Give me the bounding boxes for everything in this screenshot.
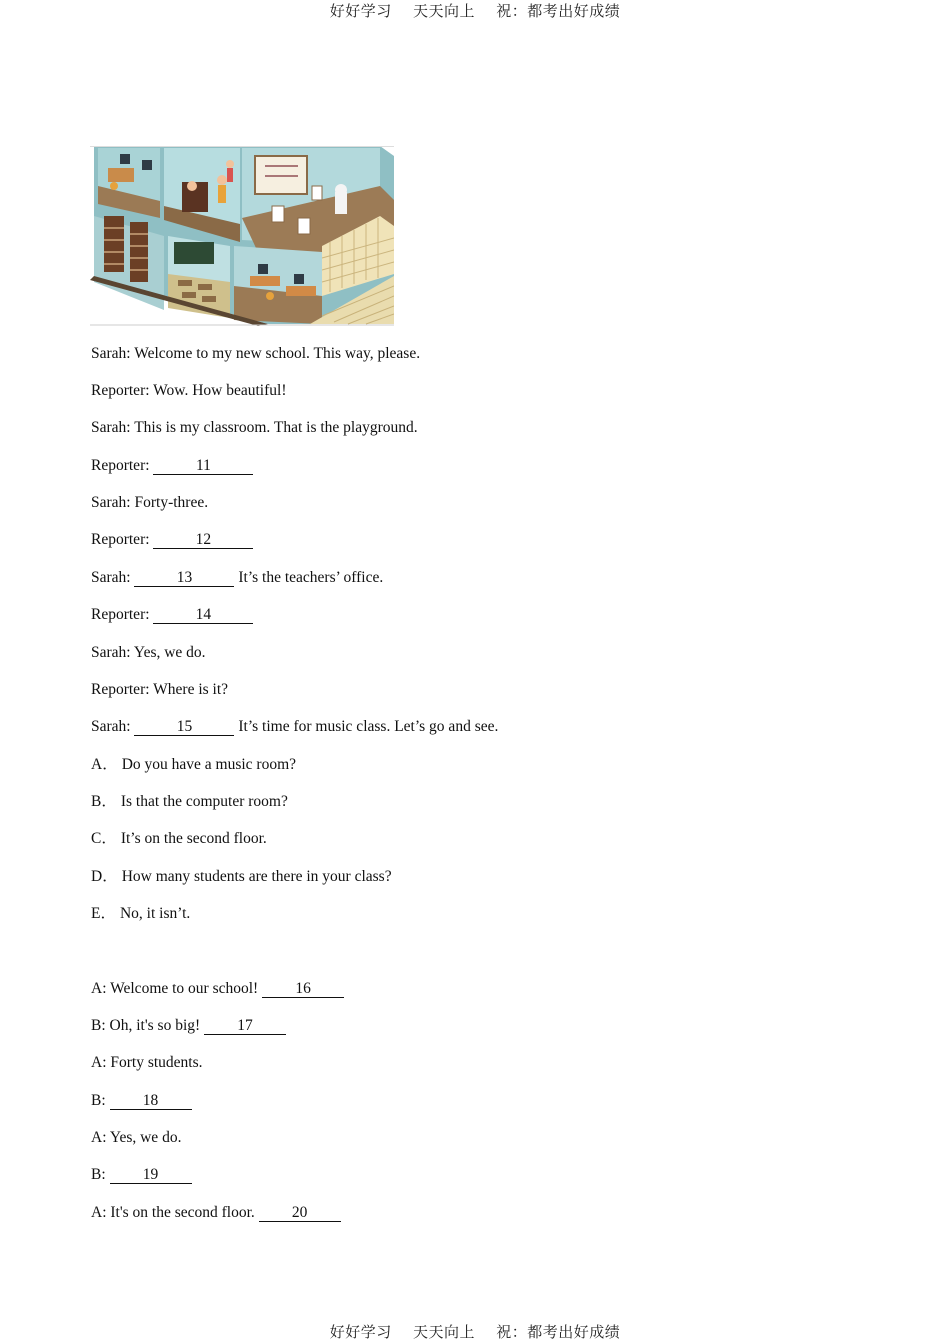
line-text: It's on the second floor. [110,1204,255,1221]
dialogue-line [91,1128,181,1148]
answer-blank[interactable]: 20 [259,1204,341,1222]
speaker: Sarah: [91,345,131,362]
speaker: A: [91,980,107,997]
speaker: A: [91,1054,107,1071]
speaker: Sarah: [91,718,131,735]
speaker: A: [91,1204,107,1221]
line-text: It’s the teachers’ office. [238,569,384,586]
line-text: Forty-three. [134,494,209,511]
dialogue-line [91,1091,192,1111]
dialogue-line [91,1053,203,1073]
speaker: Reporter: [91,681,150,698]
answer-blank[interactable]: 13 [134,569,234,587]
line-text: Yes, we do. [109,1129,182,1146]
footer-part: 祝：都考出好成绩 [496,1323,621,1341]
dialogue-line [91,717,498,737]
header-part: 祝：都考出好成绩 [496,2,621,20]
header-part: 好好学习 [329,2,392,20]
line-text: Forty students. [110,1054,203,1071]
page-footer [0,1321,950,1342]
dialogue-line [91,1203,341,1223]
answer-blank[interactable]: 19 [110,1166,192,1184]
option-text: How many students are there in your class? [121,868,392,885]
option-letter: E． [91,905,116,922]
answer-blank[interactable]: 11 [153,457,253,475]
speaker: Reporter: [91,606,150,623]
footer-part: 天天向上 [412,1323,475,1341]
speaker: Reporter: [91,531,150,548]
dialogue-line [91,381,287,401]
option-item [91,792,288,812]
line-text: Yes, we do. [133,644,206,661]
answer-blank[interactable]: 14 [153,606,253,624]
dialogue-line [91,530,253,550]
line-text: Welcome to our school! [110,980,259,997]
speaker: Reporter: [91,382,150,399]
answer-blank[interactable]: 15 [134,718,234,736]
speaker: Sarah: [91,569,131,586]
speaker: Sarah: [91,494,131,511]
speaker: Reporter: [91,457,150,474]
line-text: Where is it? [153,681,229,698]
option-item [91,755,296,775]
school-illustration [90,146,394,326]
page-header [0,0,950,21]
speaker: B: [91,1017,106,1034]
line-text: Oh, it's so big! [109,1017,201,1034]
option-item [91,904,190,924]
option-letter: A． [91,756,118,773]
answer-blank[interactable]: 18 [110,1092,192,1110]
dialogue-line [91,568,383,588]
speaker: B: [91,1166,106,1183]
option-text: Do you have a music room? [121,756,297,773]
option-text: No, it isn’t. [119,905,191,922]
option-letter: C． [91,830,117,847]
dialogue-line [91,456,253,476]
speaker: Sarah: [91,644,131,661]
line-text: Wow. How beautiful! [153,382,287,399]
footer-part: 好好学习 [329,1323,392,1341]
option-letter: D． [91,868,118,885]
line-text: Welcome to my new school. This way, please. [134,345,421,362]
dialogue-line [91,680,228,700]
dialogue-line [91,1165,192,1185]
option-text: It’s on the second floor. [120,830,267,847]
option-item [91,867,392,887]
dialogue-line [91,418,418,438]
answer-blank[interactable]: 16 [262,980,344,998]
answer-blank[interactable]: 12 [153,531,253,549]
speaker: Sarah: [91,419,131,436]
option-item [91,829,267,849]
header-part: 天天向上 [412,2,475,20]
dialogue-line [91,1016,286,1036]
speaker: B: [91,1092,106,1109]
dialogue-line [91,344,420,364]
line-text: This is my classroom. That is the playground. [134,419,418,436]
answer-blank[interactable]: 17 [204,1017,286,1035]
dialogue-line [91,643,206,663]
option-text: Is that the computer room? [120,793,288,810]
option-letter: B． [91,793,117,810]
dialogue-line [91,605,253,625]
dialogue-line [91,979,344,999]
line-text: It’s time for music class. Let’s go and see. [238,718,499,735]
speaker: A: [91,1129,107,1146]
dialogue-line [91,493,208,513]
